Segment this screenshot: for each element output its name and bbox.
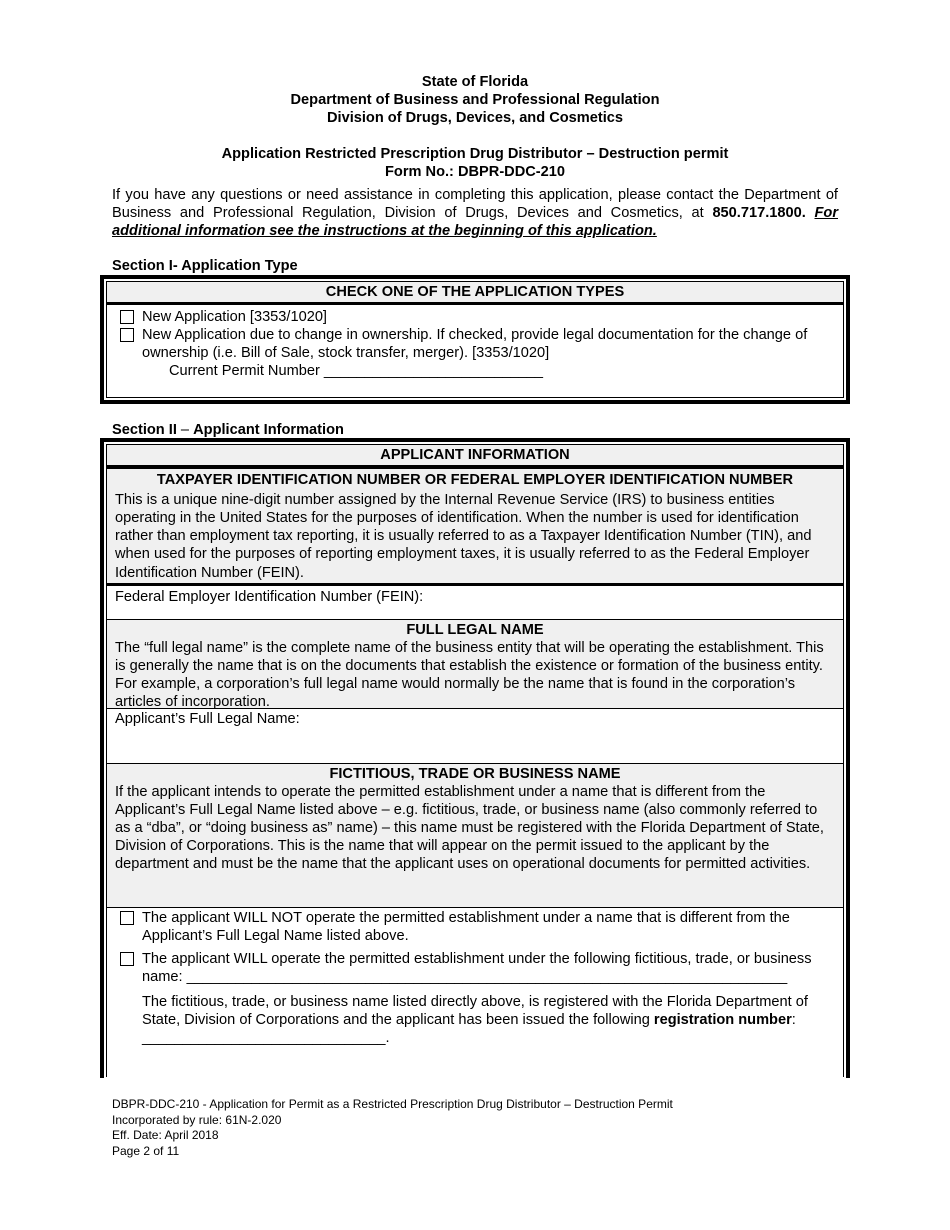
legal-name-field[interactable]	[107, 708, 843, 763]
application-type-header: CHECK ONE OF THE APPLICATION TYPES	[107, 282, 843, 303]
option-new-application	[107, 308, 843, 326]
footer-page-number: Page 2 of 11	[112, 1143, 180, 1158]
legal-name-block	[107, 619, 843, 711]
tin-heading: TAXPAYER IDENTIFICATION NUMBER OR FEDERAL EMPLOYER IDENTIFICATION NUMBER	[156, 472, 794, 489]
dba-block	[107, 763, 843, 907]
current-permit-row	[107, 362, 843, 380]
tin-description: This is a unique nine-digit number assigned by the Internal Revenue Service (IRS) to business entities operating in the United States for the purposes of identification. When the number is used for identification rather than employment tax reporting, it is usually referred to as a Taxpayer Identification Number (TIN), and when used for the purposes of reporting employment taxes, it is usually referred to as the Federal Employer Identification Number (FEIN).	[115, 492, 812, 581]
footer-form-title: DBPR-DDC-210 - Application for Permit as a Restricted Prescription Drug Distributor – Destruction Permit	[112, 1097, 673, 1111]
will-not-label: The applicant WILL NOT operate the permitted establishment under a name that is different from the Applicant’s Full Legal Name listed above.	[142, 909, 790, 944]
applicant-information-box	[100, 438, 850, 1078]
form-number: Form No.: DBPR-DDC-210	[385, 164, 565, 180]
new-application-label: New Application [3353/1020]	[142, 309, 327, 326]
option-will	[107, 950, 843, 986]
registration-period: .	[385, 1030, 390, 1047]
will-checkbox[interactable]	[120, 952, 134, 966]
change-ownership-checkbox[interactable]	[120, 328, 134, 342]
applicant-information-header: APPLICANT INFORMATION	[107, 445, 843, 468]
instructions-note: For additional information see the instructions at the beginning of this application.	[112, 205, 838, 240]
will-not-checkbox[interactable]	[120, 911, 134, 925]
will-label: The applicant WILL operate the permitted establishment under the following fictitious, trade, or business name:	[142, 950, 812, 985]
tin-block	[107, 468, 843, 583]
fein-field[interactable]	[107, 583, 843, 619]
header-department: Department of Business and Professional Regulation	[290, 92, 660, 108]
dba-heading: FICTITIOUS, TRADE OR BUSINESS NAME	[329, 765, 621, 782]
section-2-title-b: Applicant Information	[193, 422, 344, 438]
application-type-box	[100, 275, 850, 404]
intro-paragraph	[112, 186, 838, 240]
registration-number-input[interactable]: ______________________________	[142, 1030, 386, 1047]
business-name-input[interactable]: __________________________________________________________________________	[186, 968, 788, 985]
section-2-title-a: Section II	[112, 422, 177, 438]
contact-phone: 850.717.1800.	[712, 205, 806, 222]
header-division: Division of Drugs, Devices, and Cosmetics	[326, 110, 623, 126]
change-ownership-label: New Application due to change in ownership. If checked, provide legal documentation for the change of ownership (i.e. Bill of Sale, stock transfer, merger). [3353/1020]	[142, 327, 808, 362]
registration-colon: :	[791, 1012, 796, 1029]
registration-statement	[107, 986, 843, 1047]
header-state: State of Florida	[421, 74, 529, 90]
current-permit-label: Current Permit Number	[169, 363, 320, 380]
option-will-not	[107, 909, 843, 945]
footer-rule: Incorporated by rule: 61N-2.020	[112, 1112, 282, 1127]
fein-label: Federal Employer Identification Number (FEIN):	[115, 588, 424, 605]
footer-effective-date: Eff. Date: April 2018	[112, 1128, 219, 1143]
dba-description: If the applicant intends to operate the permitted establishment under a name that is different from the Applicant’s Full Legal Name listed above – e.g. fictitious, trade, or business name (also commonly referred to as a “dba”, or “doing business as” name) – this name must be registered with the Florida Department of State, Division of Corporations. This is the name that will appear on the permit issued to the applicant by the department and must be the name that the applicant uses on operational documents for permitted activities.	[115, 783, 824, 873]
intro-text: If you have any questions or need assistance in completing this application, please contact the Department of Business and Professional Regulation, Division of Drugs, Devices and Cosmetics, at	[112, 187, 838, 222]
option-change-ownership	[107, 326, 843, 362]
section-2-title	[112, 421, 344, 439]
registration-number-label: registration number	[653, 1012, 792, 1029]
page-footer	[112, 1097, 673, 1159]
legal-name-description: The “full legal name” is the complete name of the business entity that will be operating the establishment. This is generally the name that is on the documents that establish the existence or formation of the business entity. For example, a corporation’s full legal name would normally be the name that is found in the corporation’s articles of incorporation.	[115, 639, 824, 711]
section-1-title: Section I- Application Type	[112, 258, 298, 274]
legal-name-label: Applicant’s Full Legal Name:	[115, 710, 300, 727]
section-2-title-dash: –	[176, 422, 194, 438]
registration-text: The fictitious, trade, or business name listed directly above, is registered with the Florida Department of State, Division of Corporations and the applicant has been issued the following	[142, 994, 808, 1029]
application-title: Application Restricted Prescription Drug Distributor – Destruction permit	[221, 146, 729, 162]
new-application-checkbox[interactable]	[120, 310, 134, 324]
legal-name-heading: FULL LEGAL NAME	[406, 621, 544, 638]
dba-options	[107, 907, 843, 1048]
current-permit-input[interactable]: ___________________________	[323, 363, 544, 380]
